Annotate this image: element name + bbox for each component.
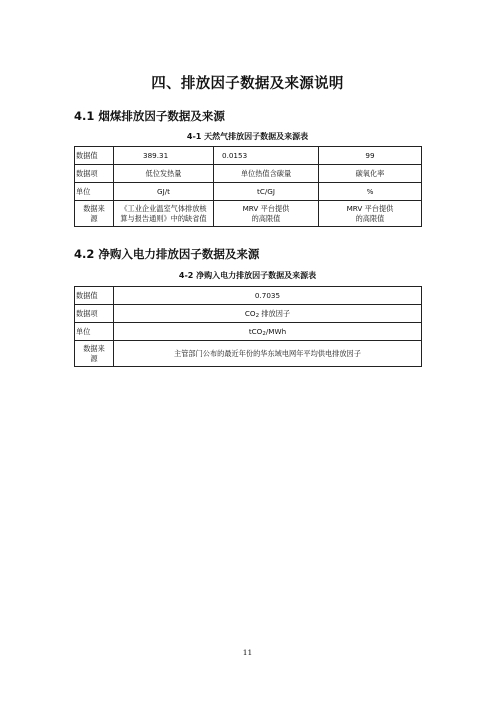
row-label: 单位	[75, 183, 114, 201]
formula-subscript: 2	[255, 312, 260, 319]
row-label: 数据值	[75, 147, 114, 165]
formula-tail: 排放因子	[259, 308, 291, 318]
row-label: 单位	[75, 323, 114, 341]
row-label	[75, 341, 114, 367]
table-row	[75, 305, 422, 323]
cell-value: tC/GJ	[214, 183, 319, 201]
unit-text: tCO	[248, 326, 263, 336]
cell-value: 单位热值含碳量	[214, 165, 319, 183]
cell-value: 低位发热量	[114, 165, 214, 183]
caption-table-4-1: 4-1 天然气排放因子数据及来源表	[186, 132, 309, 141]
heading-4-1: 4.1 烟煤排放因子数据及来源	[74, 109, 225, 123]
table-row	[75, 147, 422, 165]
unit-tail: /MWh	[265, 326, 287, 336]
table-row	[75, 183, 422, 201]
table-row	[75, 287, 422, 305]
cell-value: 0.0153	[214, 147, 319, 165]
unit-subscript: 2	[262, 330, 266, 337]
page-number: 11	[242, 648, 253, 657]
cell-value	[114, 201, 214, 227]
row-label: 数据项	[75, 165, 114, 183]
cell-value: 碳氧化率	[319, 165, 422, 183]
source-line: MRV 平台提供	[242, 203, 290, 213]
cell-value	[214, 201, 319, 227]
cell-value	[114, 305, 422, 323]
table-row	[75, 165, 422, 183]
source-line: 算与报告通则》中的缺省值	[120, 213, 207, 223]
table-row	[75, 341, 422, 367]
cell-value: 0.7035	[114, 287, 422, 305]
source-line: MRV 平台提供	[346, 203, 394, 213]
row-label: 数据值	[75, 287, 114, 305]
cell-value: 389.31	[114, 147, 214, 165]
label-line: 数据来	[83, 203, 105, 213]
row-label	[75, 201, 114, 227]
source-line: 的高限值	[355, 213, 385, 223]
label-line: 源	[90, 353, 98, 363]
cell-value: GJ/t	[114, 183, 214, 201]
cell-value: 主管部门公布的最近年份的华东域电网年平均供电排放因子	[114, 341, 422, 367]
cell-value	[319, 201, 422, 227]
caption-table-4-2: 4-2 净购入电力排放因子数据及来源表	[178, 271, 317, 280]
table-4-2	[74, 286, 422, 367]
formula-text: CO	[244, 308, 256, 318]
label-line: 数据来	[83, 343, 105, 353]
table-4-1	[74, 146, 422, 227]
label-line: 源	[90, 213, 98, 223]
table-row	[75, 323, 422, 341]
heading-4-2: 4.2 净购入电力排放因子数据及来源	[74, 247, 260, 261]
source-line: 的高限值	[251, 213, 281, 223]
cell-value: 99	[319, 147, 422, 165]
section-title: 四、排放因子数据及来源说明	[151, 76, 344, 92]
row-label: 数据项	[75, 305, 114, 323]
table-row	[75, 201, 422, 227]
cell-value: %	[319, 183, 422, 201]
source-line: 《工业企业温室气体排放核	[120, 203, 207, 213]
cell-value	[114, 323, 422, 341]
